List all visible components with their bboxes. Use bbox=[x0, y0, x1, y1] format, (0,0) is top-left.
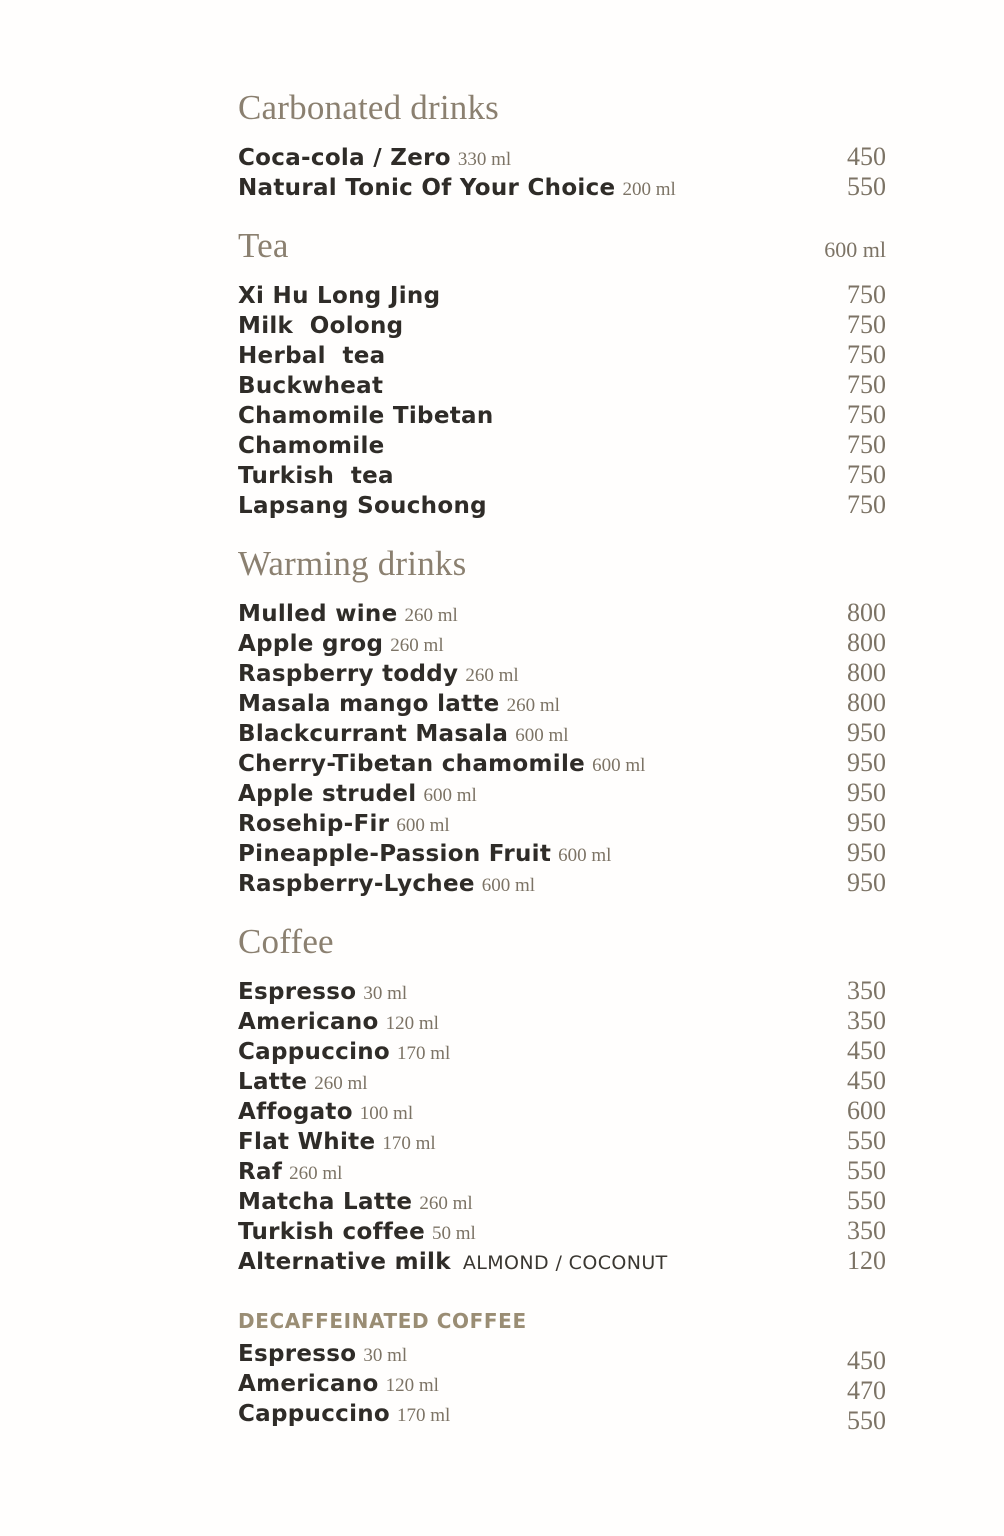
item-name: Lapsang Souchong bbox=[238, 493, 487, 519]
item-name: Flat White bbox=[238, 1129, 376, 1155]
item-label-group bbox=[238, 839, 611, 871]
item-price: 450 bbox=[847, 1066, 886, 1095]
menu-item-row bbox=[238, 460, 886, 490]
item-volume: 30 ml bbox=[363, 983, 408, 1004]
item-note: ALMOND / COCONUT bbox=[462, 1252, 668, 1274]
menu-content bbox=[238, 88, 886, 1435]
section-warming-drinks bbox=[238, 544, 886, 898]
item-label-group bbox=[238, 371, 383, 403]
section-heading-row bbox=[238, 922, 886, 961]
item-volume: 260 ml bbox=[314, 1073, 368, 1094]
item-price: 450 bbox=[847, 142, 886, 171]
item-price: 450 bbox=[847, 1346, 886, 1375]
item-label-group bbox=[238, 599, 458, 631]
item-label-group bbox=[238, 659, 519, 691]
item-price: 450 bbox=[847, 1036, 886, 1065]
menu-item-row bbox=[238, 718, 886, 748]
item-price: 750 bbox=[847, 370, 886, 399]
item-name: Coca-cola / Zero bbox=[238, 145, 451, 171]
item-price: 550 bbox=[847, 1126, 886, 1155]
item-name: Americano bbox=[238, 1009, 379, 1035]
menu-item-row bbox=[238, 1186, 886, 1216]
menu-item-row bbox=[238, 490, 886, 520]
item-price: 750 bbox=[847, 460, 886, 489]
items-list bbox=[238, 976, 886, 1276]
item-volume: 600 ml bbox=[396, 815, 450, 836]
menu-item-row bbox=[238, 628, 886, 658]
item-name: Xi Hu Long Jing bbox=[238, 283, 441, 309]
item-volume: 330 ml bbox=[457, 149, 512, 170]
item-label-group bbox=[238, 1037, 450, 1069]
section-volume-note: 600 ml bbox=[824, 237, 886, 262]
item-label-group bbox=[238, 779, 477, 811]
menu-item-row bbox=[238, 370, 886, 400]
item-price: 800 bbox=[847, 688, 886, 717]
item-volume: 100 ml bbox=[359, 1103, 414, 1124]
menu-item-row bbox=[238, 142, 886, 172]
item-label-group bbox=[238, 1097, 413, 1129]
item-price: 800 bbox=[847, 628, 886, 657]
item-name: Blackcurrant Masala bbox=[238, 721, 509, 747]
item-label-group bbox=[238, 491, 487, 523]
items-list bbox=[238, 598, 886, 898]
section-heading-row bbox=[238, 544, 886, 583]
item-price: 950 bbox=[847, 748, 886, 777]
menu-item-row bbox=[238, 748, 886, 778]
item-name: Raspberry-Lychee bbox=[238, 871, 475, 897]
item-price: 950 bbox=[847, 718, 886, 747]
menu-item-row bbox=[238, 868, 886, 898]
section-title: Warming drinks bbox=[238, 544, 467, 583]
menu-item-row bbox=[238, 310, 886, 340]
item-volume: 260 ml bbox=[506, 695, 560, 716]
item-name: Alternative milk bbox=[238, 1249, 451, 1275]
menu-item-row bbox=[238, 808, 886, 838]
item-price: 750 bbox=[847, 400, 886, 429]
item-name: Chamomile Tibetan bbox=[238, 403, 494, 429]
item-volume: 600 ml bbox=[481, 875, 536, 896]
item-volume: 120 ml bbox=[385, 1375, 439, 1396]
item-name: Latte bbox=[238, 1069, 308, 1095]
item-label-group bbox=[238, 1399, 450, 1431]
item-price: 550 bbox=[847, 172, 886, 201]
item-price: 350 bbox=[847, 1006, 886, 1035]
item-volume: 260 ml bbox=[390, 635, 444, 656]
item-price: 750 bbox=[847, 340, 886, 369]
item-price: 800 bbox=[847, 658, 886, 687]
item-price: 750 bbox=[847, 310, 886, 339]
item-label-group bbox=[238, 1369, 439, 1401]
menu-item-row bbox=[238, 1156, 886, 1186]
item-label-group bbox=[238, 143, 511, 175]
section-title: Tea bbox=[238, 226, 289, 265]
menu-item-row bbox=[238, 1096, 886, 1126]
item-name: Apple grog bbox=[238, 631, 384, 657]
item-price: 350 bbox=[847, 1216, 886, 1245]
menu-item-row bbox=[238, 838, 886, 868]
menu-item-row bbox=[238, 1246, 886, 1276]
item-price: 470 bbox=[847, 1376, 886, 1405]
item-volume: 50 ml bbox=[431, 1223, 476, 1244]
item-label-group bbox=[238, 281, 440, 313]
item-name: Cherry-Tibetan chamomile bbox=[238, 751, 586, 777]
section-heading-row bbox=[238, 88, 886, 127]
item-name: Espresso bbox=[238, 979, 357, 1005]
item-name: Herbal tea bbox=[238, 343, 386, 369]
items-list bbox=[238, 280, 886, 520]
item-label-group bbox=[238, 1127, 436, 1159]
items-list bbox=[238, 142, 886, 202]
menu-item-row bbox=[238, 598, 886, 628]
item-name: Milk Oolong bbox=[238, 313, 404, 339]
item-price: 550 bbox=[847, 1406, 886, 1435]
menu-item-row bbox=[238, 1126, 886, 1156]
item-volume: 260 ml bbox=[404, 605, 458, 626]
menu-item-row bbox=[238, 1066, 886, 1096]
item-name: Raspberry toddy bbox=[238, 661, 459, 687]
item-volume: 170 ml bbox=[397, 1405, 451, 1426]
item-volume: 260 ml bbox=[465, 665, 519, 686]
item-price: 550 bbox=[847, 1156, 886, 1185]
item-name: Mulled wine bbox=[238, 601, 398, 627]
section-heading-row bbox=[238, 226, 886, 265]
section-coffee bbox=[238, 922, 886, 1435]
item-label-group bbox=[238, 809, 450, 841]
section-title: Coffee bbox=[238, 922, 334, 961]
item-price: 950 bbox=[847, 868, 886, 897]
menu-item-row bbox=[238, 1338, 886, 1375]
item-volume: 200 ml bbox=[622, 179, 676, 200]
item-volume: 170 ml bbox=[397, 1043, 451, 1064]
item-price: 600 bbox=[847, 1096, 886, 1125]
item-price: 800 bbox=[847, 598, 886, 627]
menu-item-row bbox=[238, 976, 886, 1006]
item-label-group bbox=[238, 1217, 476, 1249]
item-price: 750 bbox=[847, 430, 886, 459]
item-volume: 260 ml bbox=[419, 1193, 473, 1214]
menu-item-row bbox=[238, 778, 886, 808]
item-label-group bbox=[238, 431, 385, 463]
menu-item-row bbox=[238, 340, 886, 370]
menu-item-row bbox=[238, 172, 886, 202]
item-name: Pineapple-Passion Fruit bbox=[238, 841, 552, 867]
item-label-group bbox=[238, 869, 535, 901]
item-label-group bbox=[238, 629, 444, 661]
item-volume: 600 ml bbox=[592, 755, 646, 776]
item-name: Affogato bbox=[238, 1099, 353, 1125]
item-label-group bbox=[238, 1247, 668, 1279]
section-carbonated-drinks bbox=[238, 88, 886, 202]
item-price: 950 bbox=[847, 838, 886, 867]
item-name: Cappuccino bbox=[238, 1039, 391, 1065]
item-label-group bbox=[238, 173, 676, 205]
item-volume: 600 ml bbox=[423, 785, 477, 806]
menu-item-row bbox=[238, 1398, 886, 1435]
item-volume: 170 ml bbox=[382, 1133, 436, 1154]
item-name: Rosehip-Fir bbox=[238, 811, 390, 837]
menu-item-row bbox=[238, 280, 886, 310]
section-title: Carbonated drinks bbox=[238, 88, 499, 127]
item-label-group bbox=[238, 341, 386, 373]
item-name: Cappuccino bbox=[238, 1401, 391, 1427]
item-name: Natural Tonic Of Your Choice bbox=[238, 175, 616, 201]
item-name: Espresso bbox=[238, 1341, 357, 1367]
menu-item-row bbox=[238, 1036, 886, 1066]
item-label-group bbox=[238, 461, 394, 493]
item-volume: 120 ml bbox=[385, 1013, 439, 1034]
subsection-label: DECAFFEINATED COFFEE bbox=[238, 1309, 527, 1333]
item-name: Turkish coffee bbox=[238, 1219, 425, 1245]
subsection-items-list bbox=[238, 1338, 886, 1435]
item-label-group bbox=[238, 977, 407, 1009]
item-volume: 600 ml bbox=[515, 725, 569, 746]
item-price: 120 bbox=[847, 1246, 886, 1275]
menu-item-row bbox=[238, 1368, 886, 1405]
item-name: Turkish tea bbox=[238, 463, 394, 489]
section-tea bbox=[238, 226, 886, 520]
item-label-group bbox=[238, 1067, 368, 1099]
item-label-group bbox=[238, 749, 645, 781]
item-price: 750 bbox=[847, 280, 886, 309]
item-label-group bbox=[238, 719, 569, 751]
item-label-group bbox=[238, 401, 494, 433]
item-name: Apple strudel bbox=[238, 781, 417, 807]
item-label-group bbox=[238, 1007, 439, 1039]
menu-item-row bbox=[238, 1216, 886, 1246]
menu-item-row bbox=[238, 430, 886, 460]
item-name: Raf bbox=[238, 1159, 283, 1185]
menu-item-row bbox=[238, 658, 886, 688]
item-label-group bbox=[238, 311, 403, 343]
item-name: Buckwheat bbox=[238, 373, 384, 399]
item-label-group bbox=[238, 1157, 342, 1189]
item-name: Chamomile bbox=[238, 433, 385, 459]
item-volume: 600 ml bbox=[558, 845, 612, 866]
item-price: 950 bbox=[847, 778, 886, 807]
item-price: 550 bbox=[847, 1186, 886, 1215]
menu-item-row bbox=[238, 1006, 886, 1036]
item-volume: 30 ml bbox=[363, 1345, 408, 1366]
item-price: 950 bbox=[847, 808, 886, 837]
item-label-group bbox=[238, 1187, 473, 1219]
item-price: 750 bbox=[847, 490, 886, 519]
item-price: 350 bbox=[847, 976, 886, 1005]
item-label-group bbox=[238, 1339, 407, 1371]
menu-item-row bbox=[238, 688, 886, 718]
item-name: Masala mango latte bbox=[238, 691, 500, 717]
item-label-group bbox=[238, 689, 560, 721]
item-name: Americano bbox=[238, 1371, 379, 1397]
item-name: Matcha Latte bbox=[238, 1189, 413, 1215]
item-volume: 260 ml bbox=[289, 1163, 343, 1184]
menu-item-row bbox=[238, 400, 886, 430]
